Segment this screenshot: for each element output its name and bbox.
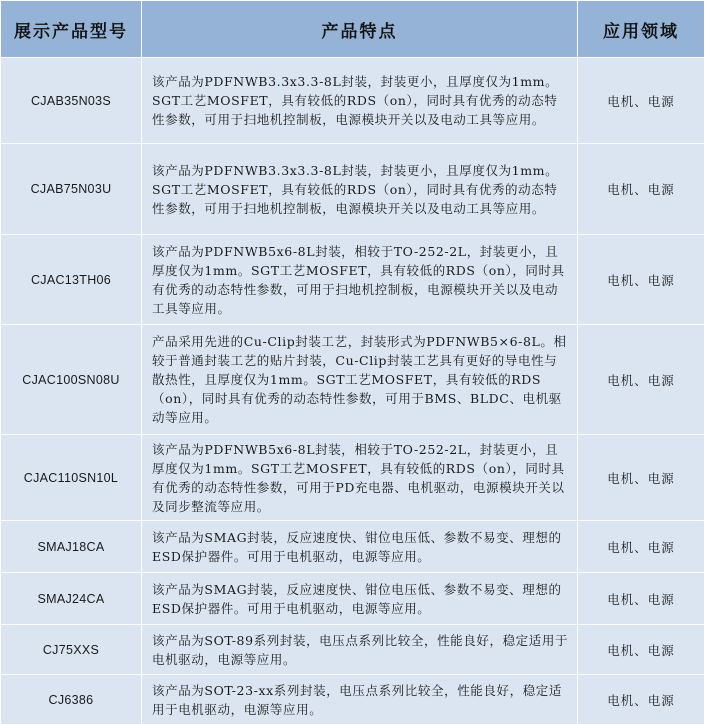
model-cell: CJAB35N03S xyxy=(1,58,142,144)
header-application: 应用领域 xyxy=(578,1,705,58)
table-row xyxy=(1,235,705,325)
features-cell: 该产品为SOT-89系列封装，电压点系列比较全，性能良好，稳定适用于电机驱动，电源等应用。 xyxy=(142,625,578,675)
table-row xyxy=(1,625,705,675)
application-cell: 电机、电源 xyxy=(578,573,705,625)
application-cell: 电机、电源 xyxy=(578,675,705,725)
application-cell: 电机、电源 xyxy=(578,435,705,521)
model-cell: CJAC110SN10L xyxy=(1,435,142,521)
table-row xyxy=(1,573,705,625)
model-cell: CJAB75N03U xyxy=(1,144,142,235)
features-cell: 该产品为SOT-23-xx系列封装，电压点系列比较全，性能良好，稳定适用于电机驱动，电源等应用。 xyxy=(142,675,578,725)
features-cell: 该产品为SMAG封装，反应速度快、钳位电压低、参数不易变、理想的ESD保护器件。可用于电机驱动，电源等应用。 xyxy=(142,573,578,625)
features-cell: 该产品为PDFNWB3.3x3.3-8L封装，封装更小，且厚度仅为1mm。SGT工艺MOSFET，具有较低的RDS（on），同时具有优秀的动态特性参数，可用于扫地机控制板，电源模块开关以及电动工具等应用。 xyxy=(142,144,578,235)
application-cell: 电机、电源 xyxy=(578,521,705,573)
application-cell: 电机、电源 xyxy=(578,144,705,235)
application-cell: 电机、电源 xyxy=(578,235,705,325)
application-cell: 电机、电源 xyxy=(578,325,705,435)
table-row xyxy=(1,435,705,521)
header-features: 产品特点 xyxy=(142,1,578,58)
application-cell: 电机、电源 xyxy=(578,625,705,675)
application-cell: 电机、电源 xyxy=(578,58,705,144)
features-cell: 该产品为PDFNWB3.3x3.3-8L封装，封装更小，且厚度仅为1mm。SGT工艺MOSFET，具有较低的RDS（on），同时具有优秀的动态特性参数，可用于扫地机控制板，电源模块开关以及电动工具等应用。 xyxy=(142,58,578,144)
model-cell: SMAJ18CA xyxy=(1,521,142,573)
model-cell: CJ75XXS xyxy=(1,625,142,675)
table-row xyxy=(1,144,705,235)
model-cell: CJ6386 xyxy=(1,675,142,725)
table-row xyxy=(1,58,705,144)
model-cell: CJAC13TH06 xyxy=(1,235,142,325)
features-cell: 该产品为PDFNWB5x6-8L封装，相较于TO-252-2L，封装更小，且厚度仅为1mm。SGT工艺MOSFET，具有较低的RDS（on），同时具有优秀的动态特性参数，可用于PD充电器、电机驱动，电源模块开关以及同步整流等应用。 xyxy=(142,435,578,521)
table-row xyxy=(1,675,705,725)
table-header-row xyxy=(1,1,705,58)
table-row xyxy=(1,325,705,435)
model-cell: CJAC100SN08U xyxy=(1,325,142,435)
features-cell: 产品采用先进的Cu-Clip封装工艺，封装形式为PDFNWB5×6-8L。相较于普通封装工艺的贴片封装，Cu-Clip封装工艺具有更好的导电性与散热性，且厚度仅为1mm。SGT工艺MOSFET，具有较低的RDS（on），同时具有优秀的动态特性参数，可用于BMS、BLDC、电机驱动等应用。 xyxy=(142,325,578,435)
table-row xyxy=(1,521,705,573)
features-cell: 该产品为PDFNWB5x6-8L封装，相较于TO-252-2L，封装更小，且厚度仅为1mm。SGT工艺MOSFET，具有较低的RDS（on），同时具有优秀的动态特性参数，可用于扫地机控制板，电源模块开关以及电动工具等应用。 xyxy=(142,235,578,325)
header-model: 展示产品型号 xyxy=(1,1,142,58)
model-cell: SMAJ24CA xyxy=(1,573,142,625)
features-cell: 该产品为SMAG封装，反应速度快、钳位电压低、参数不易变、理想的ESD保护器件。可用于电机驱动，电源等应用。 xyxy=(142,521,578,573)
